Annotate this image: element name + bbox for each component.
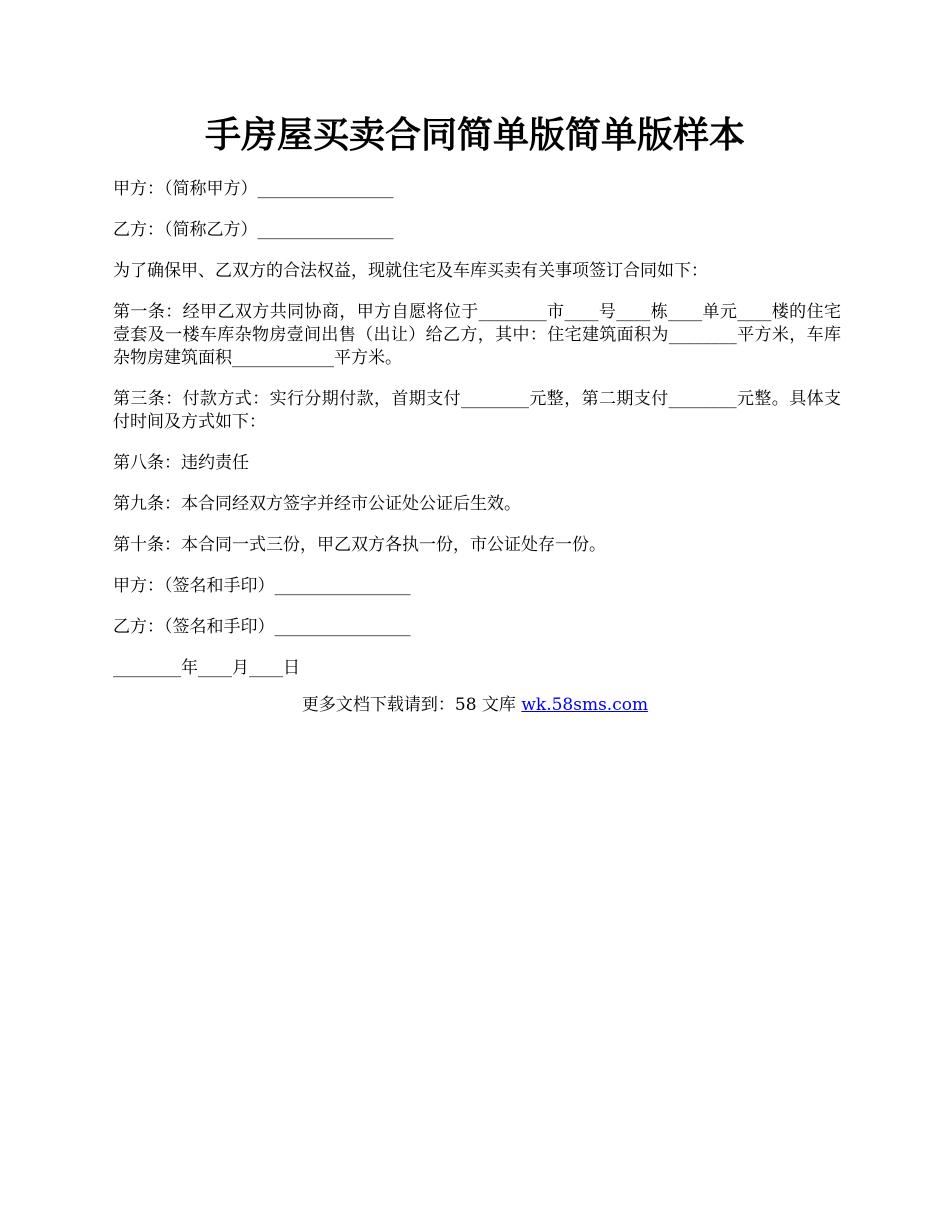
party-a-line: 甲方：（简称甲方）________________ bbox=[113, 179, 394, 199]
date-line: ________年____月____日 bbox=[113, 658, 300, 678]
party-b-signature-line: 乙方：（签名和手印）________________ bbox=[113, 617, 411, 637]
preamble-paragraph: 为了确保甲、乙双方的合法权益，现就住宅及车库买卖有关事项签订合同如下： bbox=[113, 261, 708, 281]
document-title: 手房屋买卖合同简单版简单版样本 bbox=[204, 115, 745, 156]
article-1-paragraph: 第一条：经甲乙双方共同协商，甲方自愿将位于________市____号____栋____单元____楼的住宅壹套及一楼车库杂物房壹间出售（出让）给乙方，其中：住宅建筑面积为________平方米，车库杂物房建筑面积____________平方米。 bbox=[113, 302, 841, 368]
document-body bbox=[113, 178, 841, 698]
article-10-paragraph: 第十条：本合同一式三份，甲乙双方各执一份，市公证处存一份。 bbox=[113, 535, 606, 555]
article-9-paragraph: 第九条：本合同经双方签字并经市公证处公证后生效。 bbox=[113, 494, 521, 514]
article-3-paragraph: 第三条：付款方式：实行分期付款，首期支付________元整，第二期支付________元整。具体支付时间及方式如下： bbox=[113, 389, 841, 432]
download-footer bbox=[0, 694, 950, 717]
footer-text: 更多文档下载请到：58 文库 bbox=[301, 695, 522, 715]
footer-link[interactable]: wk.58sms.com bbox=[521, 695, 649, 715]
party-a-signature-line: 甲方：（签名和手印）________________ bbox=[113, 576, 411, 596]
party-b-line: 乙方：（简称乙方）________________ bbox=[113, 220, 394, 240]
article-8-paragraph: 第八条：违约责任 bbox=[113, 453, 249, 473]
